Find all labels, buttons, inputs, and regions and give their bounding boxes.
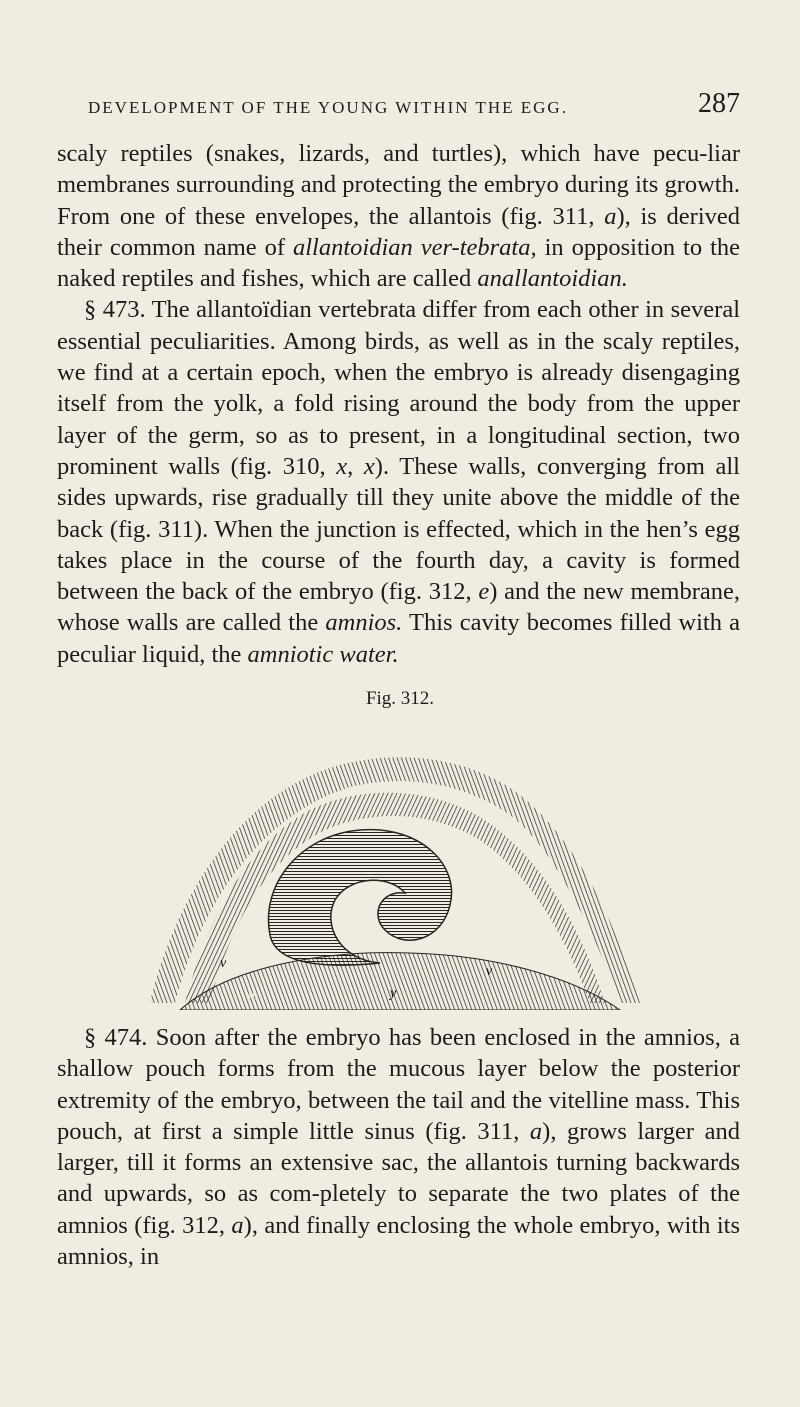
text-run: ), grows larger and larger, till it forms an extensive sac, the allantois turning backwards and upwards, so as com-pletely to separate the two plates of the amnios (fig. 312, [57, 1117, 740, 1239]
term-anallantoidian: anallantoidian. [477, 265, 628, 293]
text-run: in opposition to the naked reptiles and fishes, which are called [57, 233, 740, 293]
text-run: ), is derived their common name of [57, 202, 741, 261]
figure-caption: Fig. 312. [365, 688, 435, 709]
text-run: This cavity becomes filled with a peculiar liquid, the [57, 609, 740, 668]
paragraph-473 [57, 294, 740, 670]
running-head: DEVELOPMENT OF THE YOUNG WITHIN THE EGG. [88, 98, 568, 117]
figure-letter: x [336, 452, 348, 480]
text-run: , [347, 452, 364, 480]
text-run: scaly reptiles (snakes, lizards, and turtles), which have pecu-liar membranes surrounding and protecting the embryo during its growth. From one of these envelopes, the allantois (fig. 311, [57, 140, 740, 230]
term-allantoidian: allantoidian ver-tebrata, [293, 233, 537, 261]
text-run: ), and finally enclosing the whole embryo, with its amnios, in [57, 1211, 740, 1271]
text-run: § 473. The allantoïdian vertebrata differ from each other in several essential peculiarities. Among birds, as well as in the scaly reptiles, we find at a certain epoch, when the embryo is already disengaging itself from the yolk, a fold rising around the body from the upper layer of the germ, so as to present, in a longitudinal section, two prominent walls (fig. 310, [57, 296, 740, 480]
text-run: § 474. Soon after the embryo has been enclosed in the amnios, a shallow pouch forms from the mucous layer below the posterior extremity of the embryo, between the tail and the vitelline mass. This pouch, at first a simple little sinus (fig. 311, [57, 1024, 740, 1145]
term-amnios: amnios. [325, 609, 403, 637]
paragraph-continued [57, 138, 740, 294]
page-number: 287 [698, 88, 740, 119]
label-v-right: v [486, 964, 493, 979]
label-y: y [390, 986, 397, 1001]
label-m: m [248, 989, 259, 1004]
figure-letter: a [604, 202, 617, 230]
figure-312-illustration [150, 735, 640, 1010]
figure-letter: x [363, 452, 375, 480]
lower-text [57, 1022, 740, 1272]
page-header [60, 88, 740, 124]
yolk-mass [180, 953, 620, 1010]
figure-letter: e [478, 578, 490, 606]
text-run: ) and the new membrane, whose walls are called the [57, 578, 740, 637]
text-run: ). These walls, converging from all sides upwards, rise gradually till they unite above the middle of the back (fig. 311). When the junction is effected, which in the hen’s egg takes place in the course of the fourth day, a cavity is formed between the back of the embryo (fig. 312, [57, 452, 740, 606]
figure-letter: a [529, 1117, 543, 1145]
term-amniotic-water: amniotic water. [247, 640, 399, 668]
paragraph-474 [57, 1022, 740, 1272]
embryo-body [268, 830, 451, 966]
label-v-left: v [220, 956, 227, 971]
body-text [57, 138, 740, 670]
figure-letter: a [231, 1211, 244, 1239]
